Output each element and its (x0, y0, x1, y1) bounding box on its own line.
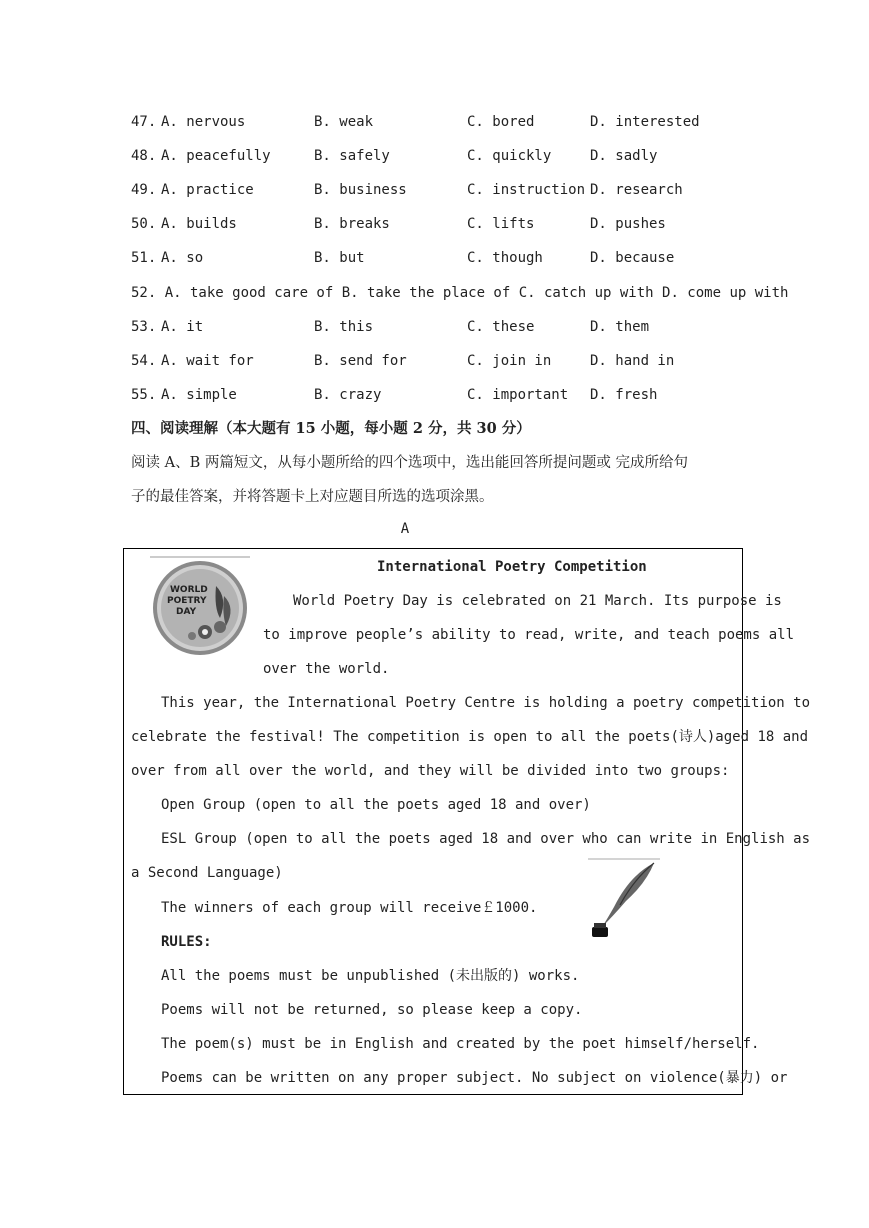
option-b: B. weak (314, 114, 374, 130)
rules-heading: RULES: (161, 934, 212, 950)
option-a: A. builds (161, 216, 237, 232)
section-instruction-line-1: 阅读 A、B 两篇短文，从每小题所给的四个选项中，选出能回答所提问题或 完成所给句 (131, 455, 688, 471)
question-number: 54. (131, 353, 157, 369)
option-d: D. pushes (590, 216, 666, 232)
section-title: 四、阅读理解（本大题有 15 小题，每小题 2 分，共 30 分） (131, 420, 531, 437)
option-b: B. send for (314, 353, 407, 369)
article-line-2: to improve people’s ability to read, write, and teach poems all (263, 627, 795, 643)
passage-box (123, 548, 811, 1095)
option-d: D. because (590, 250, 675, 266)
question-number: 53. (131, 319, 157, 335)
option-b: B. this (314, 319, 374, 335)
question-number: 49. (131, 182, 157, 198)
article-line-3: over the world. (263, 661, 390, 677)
article-line-7: Open Group (open to all the poets aged 18 and over) (161, 797, 591, 813)
option-b: B. crazy (314, 387, 382, 403)
question-number: 51. (131, 250, 157, 266)
option-b: B. business (314, 182, 407, 198)
article-line-6: over from all over the world, and they will be divided into two groups: (131, 763, 730, 779)
option-b: B. safely (314, 148, 390, 164)
option-d: D. interested (590, 114, 700, 130)
option-d: D. hand in (590, 353, 675, 369)
question-number: 48. (131, 148, 157, 164)
article-line-10: The winners of each group will receive￡1000. (161, 900, 538, 916)
question-number: 50. (131, 216, 157, 232)
option-a: A. it (161, 319, 204, 335)
option-a: A. practice (161, 182, 254, 198)
article-line-5: celebrate the festival! The competition is open to all the poets(诗人)aged 18 and (131, 729, 809, 745)
article-line-12: All the poems must be unpublished (未出版的) works. (161, 968, 580, 984)
option-a: A. so (161, 250, 204, 266)
option-d: D. fresh (590, 387, 658, 403)
question-row-52: 52. A. take good care of B. take the place of C. catch up with D. come up with (131, 285, 789, 301)
world-poetry-day-badge-icon (150, 556, 250, 656)
option-c: C. join in (467, 353, 552, 369)
option-c: C. though (467, 250, 543, 266)
badge-word-1: WORLD (170, 585, 208, 595)
option-d: D. them (590, 319, 650, 335)
option-b: B. but (314, 250, 365, 266)
option-d: D. sadly (590, 148, 658, 164)
article-line-13: Poems will not be returned, so please keep a copy. (161, 1002, 583, 1018)
option-c: C. bored (467, 114, 535, 130)
option-a: A. simple (161, 387, 237, 403)
badge-word-3: DAY (176, 607, 197, 617)
quill-pen-icon (584, 857, 664, 941)
option-c: C. these (467, 319, 535, 335)
option-c: C. important (467, 387, 569, 403)
option-a: A. peacefully (161, 148, 271, 164)
question-number: 55. (131, 387, 157, 403)
article-line-15: Poems can be written on any proper subject. No subject on violence(暴力) or (161, 1070, 788, 1086)
question-number: 47. (131, 114, 157, 130)
article-line-4: This year, the International Poetry Centre is holding a poetry competition to (161, 695, 811, 711)
option-c: C. instruction (467, 182, 586, 198)
article-line-1: World Poetry Day is celebrated on 21 March. Its purpose is (293, 593, 782, 609)
badge-word-2: POETRY (167, 596, 207, 606)
option-d: D. research (590, 182, 683, 198)
option-b: B. breaks (314, 216, 390, 232)
passage-letter: A (400, 521, 410, 537)
article-line-8: ESL Group (open to all the poets aged 18 and over who can write in English as (161, 831, 811, 847)
article-line-9: a Second Language) (131, 865, 283, 881)
article-title: International Poetry Competition (377, 559, 647, 575)
option-c: C. lifts (467, 216, 535, 232)
section-instruction-line-2: 子的最佳答案，并将答题卡上对应题目所选的选项涂黑。 (131, 489, 494, 505)
option-a: A. nervous (161, 114, 246, 130)
option-c: C. quickly (467, 148, 552, 164)
article-line-14: The poem(s) must be in English and created by the poet himself/herself. (161, 1036, 760, 1052)
option-a: A. wait for (161, 353, 254, 369)
